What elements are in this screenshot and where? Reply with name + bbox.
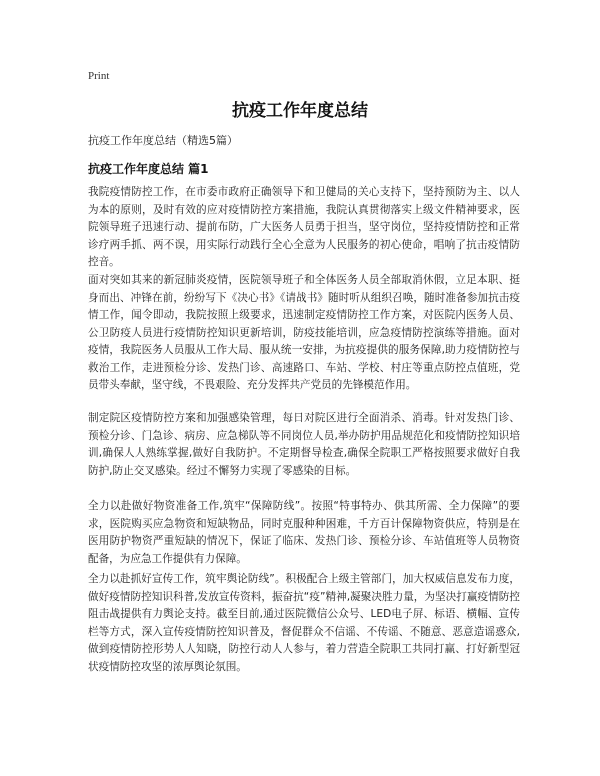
section-heading: 抗疫工作年度总结 篇1 — [88, 162, 209, 176]
paragraph-5: 全力以赴抓好宣传工作，筑牢舆论防线”。积极配合上级主管部门，加大权威信息发布力度，做好疫情防控知识科普,发放宣传资料，振奋抗“疫”精神,凝聚决胜力量，为坚决打赢疫情防控阻击战提供有力舆论支持。截至目前,通过医院微信公众号、LED电子屏、标语、横幅、宣传栏等方式，深入宣传疫情防控知识普及，督促群众不信谣、不传谣、不随意、恶意造谣惑众,做到疫情防控形势人人知晓，防控行动人人参与，着力营造全院职工共同打赢、打好新型冠状疫情防控攻坚的浓厚舆论氛围。 — [88, 573, 520, 673]
print-link[interactable]: Print — [88, 70, 110, 82]
paragraph-1: 我院疫情防控工作，在市委市政府正确领导下和卫健局的关心支持下，坚持预防为主、以人为本的原则，及时有效的应对疫情防控方案措施，我院认真贯彻落实上级文件精神要求，医院领导班子迅速行动、提前布防，广大医务人员勇于担当，坚守岗位，坚持疫情防控和正常诊疗两手抓、两不误，用实际行动践行全心全意为人民服务的初心使命，唱响了抗击疫情防控音。 — [88, 186, 520, 268]
document-title: 抗疫工作年度总结 — [232, 101, 368, 121]
paragraph-2: 面对突如其来的新冠肺炎疫情，医院领导班子和全体医务人员全部取消休假，立足本职、挺身而出、冲锋在前，纷纷写下《决心书》《请战书》随时听从组织召唤，随时准备参加抗击疫情工作，闻令即动，我院按照上级要求，迅速制定疫情防控工作方案，对医院内医务人员、公卫防疫人员进行疫情防控知识更新培训，防疫技能培训，应急疫情防控演练等措施。面对疫情，我院医务人员服从工作大局、服从统一安排，为抗疫提供的服务保障,助力疫情防控与救治工作，走进预检分诊、发热门诊、高速路口、车站、学校、村庄等重点防控点值班，党员带头奉献，坚守线，不畏艰险、充分发挥共产党员的先锋模范作用。 — [88, 274, 520, 391]
document-subtitle: 抗疫工作年度总结（精选5篇） — [88, 134, 238, 147]
paragraph-3: 制定院区疫情防控方案和加强感染管理，每日对院区进行全面消杀、消毒。针对发热门诊、预检分诊、门急诊、病房、应急梯队等不同岗位人员,举办防护用品规范化和疫情防控知识培训,确保人人熟练掌握,做好自我防护。不定期督导检查,确保全院职工严格按照要求做好自我防护,防止交叉感染。经过不懈努力实现了零感染的目标。 — [88, 412, 520, 477]
paragraph-4: 全力以赴做好物资准备工作,筑牢“保障防线”。按照“特事特办、供其所需、全力保障”的要求，医院购买应急物资和短缺物品，同时克服种种困难，千方百计保障物资供应，特别是在医用防护物资严重短缺的情况下，保证了临床、发热门诊、预检分诊、车站值班等人员物资配备，为应急工作提供有力保障。 — [88, 500, 520, 565]
